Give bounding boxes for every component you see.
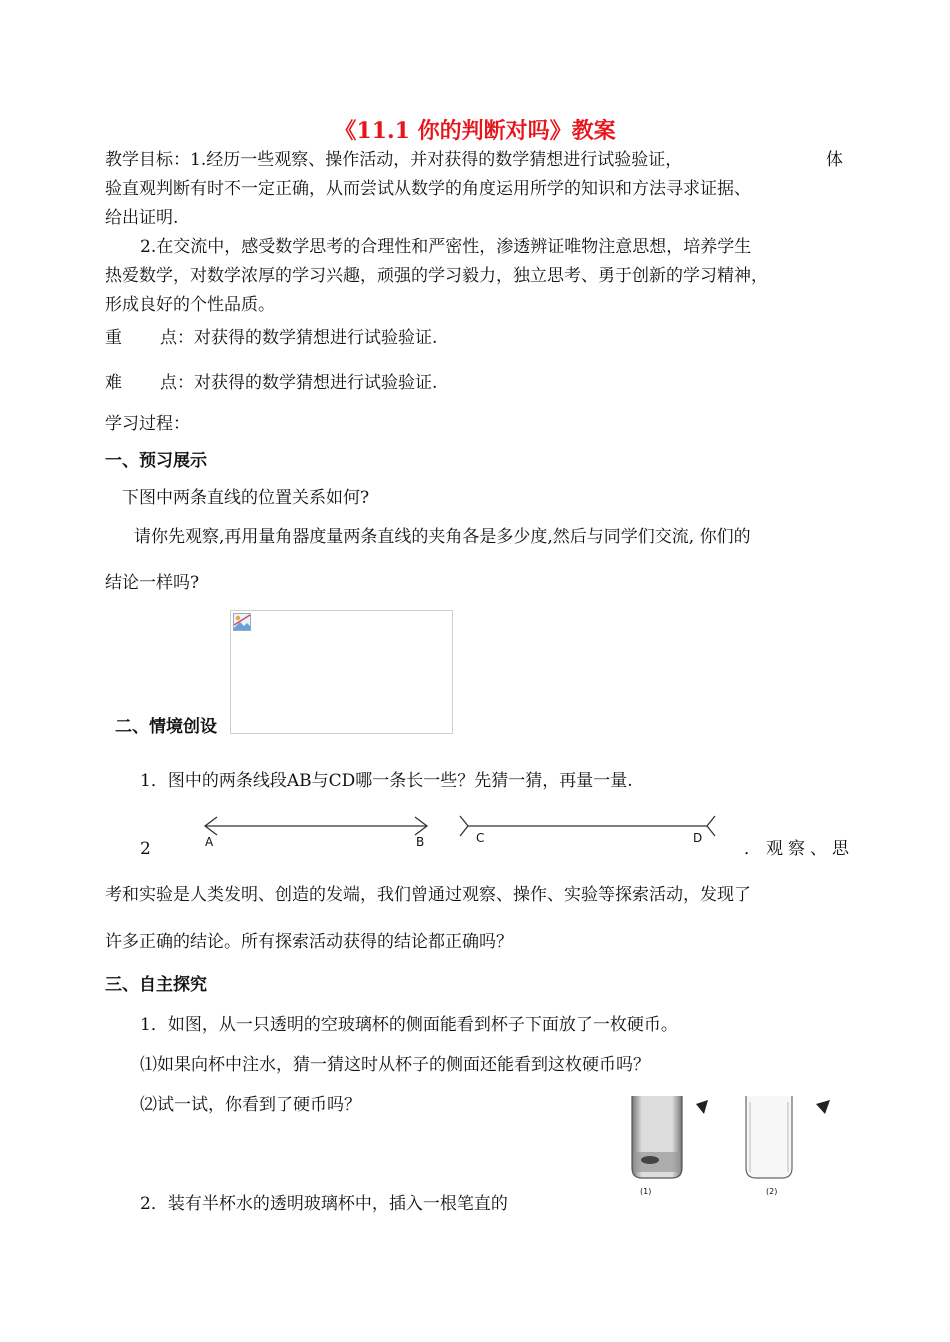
section-3-item-1: 1．如图，从一只透明的空玻璃杯的侧面能看到杯子下面放了一枚硬币。 bbox=[140, 1015, 678, 1035]
eye-icon bbox=[696, 1100, 708, 1114]
label-d: D bbox=[693, 831, 703, 845]
broken-image-icon bbox=[233, 613, 251, 631]
glass-1-icon bbox=[632, 1096, 682, 1178]
section-2-item-1: 1．图中的两条线段AB与CD哪一条长一些？先猜一猜，再量一量. bbox=[140, 771, 633, 791]
section-1-question-1: 下图中两条直线的位置关系如何? bbox=[122, 488, 370, 508]
difficult-point-text: 点：对获得的数学猜想进行试验验证. bbox=[160, 373, 438, 393]
key-point-text: 点：对获得的数学猜想进行试验验证. bbox=[160, 328, 438, 348]
section-1-heading: 一、预习展示 bbox=[105, 451, 207, 471]
objectives-line-6: 形成良好的个性品质。 bbox=[105, 295, 275, 315]
image-placeholder bbox=[230, 610, 453, 734]
segments-figure bbox=[195, 810, 725, 855]
objectives-line-5: 热爱数学，对数学浓厚的学习兴趣，顽强的学习毅力，独立思考、勇于创新的学习精神， bbox=[105, 266, 768, 286]
eye-icon bbox=[816, 1100, 830, 1114]
label-b: B bbox=[416, 835, 425, 849]
label-a: A bbox=[205, 835, 214, 849]
section-3-item-2: 2．装有半杯水的透明玻璃杯中，插入一根笔直的 bbox=[140, 1194, 508, 1214]
objectives-line-3: 给出证明. bbox=[105, 208, 179, 228]
label-c: C bbox=[476, 831, 485, 845]
objectives-line-2: 验直观判断有时不一定正确，从而尝试从数学的角度运用所学的知识和方法寻求证据、 bbox=[105, 179, 751, 199]
objectives-line-1-end: 体 bbox=[826, 150, 843, 170]
difficult-point-label: 难 bbox=[105, 373, 122, 393]
objectives-line-1: 教学目标：1.经历一些观察、操作活动，并对获得的数学猜想进行试验验证， bbox=[105, 150, 683, 170]
glass-label-2: (2) bbox=[766, 1187, 778, 1196]
key-point-label: 重 bbox=[105, 328, 122, 348]
glass-figure bbox=[620, 1090, 850, 1200]
section-1-question-2-end: 结论一样吗? bbox=[105, 573, 200, 593]
section-2-item-2-line-3: 许多正确的结论。所有探索活动获得的结论都正确吗？ bbox=[105, 932, 513, 952]
section-2-item-2-number: 2 bbox=[140, 839, 151, 859]
glass-label-1: (1) bbox=[640, 1187, 652, 1196]
objectives-line-4: 2.在交流中，感受数学思考的合理性和严密性，渗透辨证唯物注意思想，培养学生 bbox=[140, 237, 752, 257]
section-3-sub-2: ⑵试一试，你看到了硬币吗？ bbox=[140, 1095, 361, 1115]
section-2-item-2-line-2: 考和实验是人类发明、创造的发端，我们曾通过观察、操作、实验等探索活动，发现了 bbox=[105, 885, 751, 905]
section-2-item-2-tail: ．观察、思 bbox=[744, 839, 854, 859]
section-3-sub-1: ⑴如果向杯中注水，猜一猜这时从杯子的侧面还能看到这枚硬币吗？ bbox=[140, 1055, 650, 1075]
process-label: 学习过程： bbox=[105, 414, 190, 434]
page-title: 《11.1 你的判断对吗》教案 bbox=[334, 118, 616, 144]
glass-2-icon bbox=[746, 1096, 792, 1178]
section-2-heading: 二、情境创设 bbox=[115, 717, 217, 737]
section-1-question-2: 请你先观察,再用量角器度量两条直线的夹角各是多少度,然后与同学们交流, 你们的 bbox=[134, 527, 751, 547]
section-3-heading: 三、自主探究 bbox=[105, 975, 207, 995]
